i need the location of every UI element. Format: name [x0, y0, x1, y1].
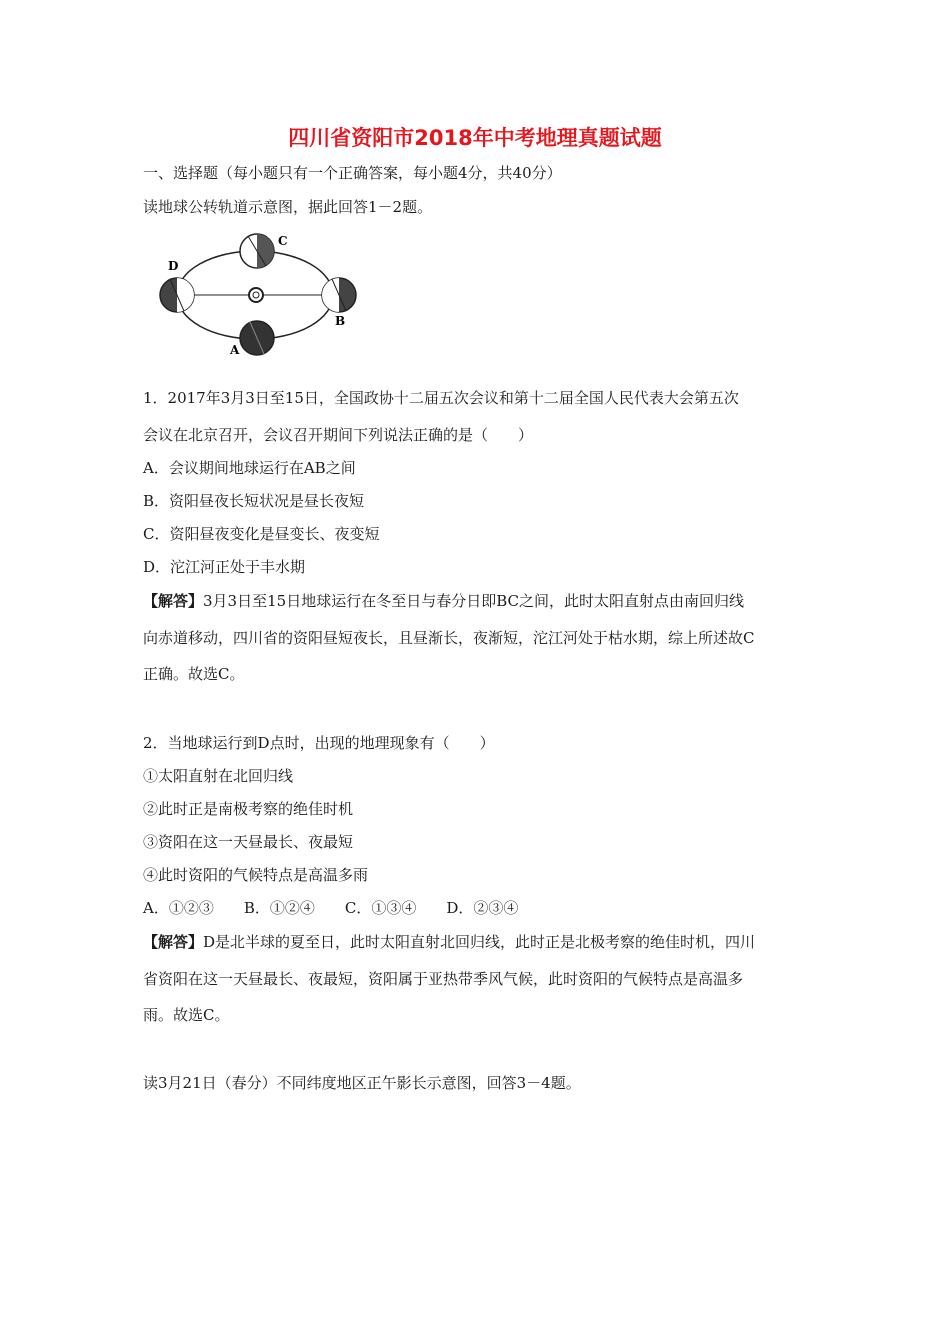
- q2-answer-text1: D是北半球的夏至日，此时太阳直射北回归线，此时正是北极考察的绝佳时机，四川: [203, 933, 756, 951]
- q2-answer-line3: 雨。故选C。: [143, 1006, 230, 1024]
- earth-a: [229, 321, 274, 357]
- q2-answer-line1: [143, 932, 755, 952]
- earth-d: [160, 259, 194, 312]
- earth-b: [322, 278, 356, 328]
- q1-option-b: B．资阳昼夜长短状况是昼长夜短: [143, 492, 365, 510]
- q2-answer-line2: 省资阳在这一天昼最长、夜最短，资阳属于亚热带季风气候，此时资阳的气候特点是高温多: [143, 970, 744, 988]
- q1-answer-tag: 【解答】: [143, 592, 204, 610]
- q1-answer-line3: 正确。故选C。: [143, 665, 245, 683]
- q1-stem-line2: 会议在北京召开，会议召开期间下列说法正确的是（ ）: [143, 426, 534, 444]
- q2-item-1: ①太阳直射在北回归线: [143, 767, 294, 785]
- q2-item-2: ②此时正是南极考察的绝佳时机: [143, 800, 354, 818]
- q2-answer-tag: 【解答】: [143, 933, 204, 951]
- q1-option-a: A．会议期间地球运行在AB之间: [143, 459, 356, 477]
- q1-answer-line1: [143, 591, 744, 611]
- label-a: A: [230, 343, 240, 357]
- q1-answer-line2: 向赤道移动，四川省的资阳昼短夜长，且昼渐长，夜渐短，沱江河处于枯水期，综上所述故C: [143, 629, 755, 647]
- page-title: 四川省资阳市2018年中考地理真题试题: [288, 126, 662, 150]
- label-d: D: [168, 259, 179, 273]
- q2-options: A．①②③ B．①②④ C．①③④ D．②③④: [143, 899, 519, 917]
- section-heading: 一、选择题（每小题只有一个正确答案，每小题4分，共40分）: [143, 164, 562, 182]
- earth-c: [240, 234, 288, 268]
- q1-option-d: D．沱江河正处于丰水期: [143, 558, 306, 576]
- q1-answer-text1: 3月3日至15日地球运行在冬至日与春分日即BC之间，此时太阳直射点由南回归线: [203, 592, 744, 610]
- earth-orbit-diagram: [152, 228, 374, 364]
- q1-option-c: C．资阳昼夜变化是昼变长、夜变短: [143, 525, 380, 543]
- intro-text: 读地球公转轨道示意图，据此回答1－2题。: [143, 198, 433, 216]
- intro2-text: 读3月21日（春分）不同纬度地区正午影长示意图，回答3－4题。: [143, 1074, 581, 1092]
- q2-item-3: ③资阳在这一天昼最长、夜最短: [143, 833, 354, 851]
- label-c: C: [278, 234, 288, 248]
- q2-stem: 2．当地球运行到D点时，出现的地理现象有（ ）: [143, 734, 495, 752]
- label-b: B: [335, 314, 346, 328]
- q1-stem-line1: 1．2017年3月3日至15日，全国政协十二届五次会议和第十二届全国人民代表大会第五次: [143, 389, 739, 407]
- q2-item-4: ④此时资阳的气候特点是高温多雨: [143, 866, 369, 884]
